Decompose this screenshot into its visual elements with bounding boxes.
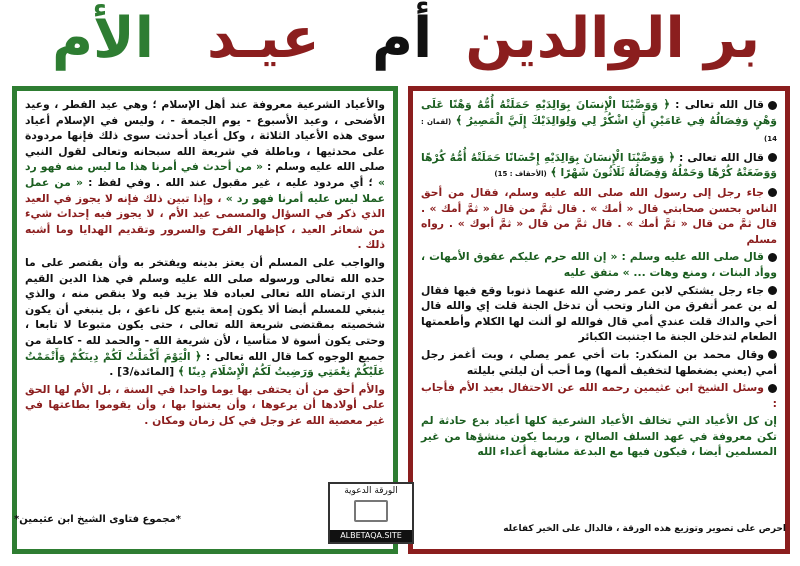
quran-verse-ahqaf: قال الله تعالى : ﴿ وَوَصَّيْنَا الْإِنسَانَ بِوَالِدَيْهِ إِحْسَانًا حَمَلَتْهُ أُمُّهُ كُرْهًا وَوَضَعَتْهُ كُرْهًا وَحَمْلُهُ وَفِصَالُهُ ثَلَاثُونَ شَهْرًا ﴾ (الأحقاف : 15) [421, 150, 777, 180]
title-eid: عيـد [207, 6, 320, 71]
bullet-icon [768, 253, 777, 262]
bullet-icon [768, 350, 777, 359]
fatwa-question: وسئل الشيخ ابن عثيمين رحمه الله عن الاحتفال بعيد الأم فأجاب : [421, 381, 777, 410]
fatwa-answer: إن كل الأعياد التي تخالف الأعياد الشرعية كلها أعياد بدع حادثة لم تكن معروفة في عهد السلف الصالح ، وربما يكون منشؤها من غير المسلمين أيضا ، فيكون فيها مع البدعة مشابهة أعداء الله [421, 414, 777, 459]
page-title [0, 2, 800, 80]
right-panel [408, 86, 790, 554]
bullet-icon [768, 153, 777, 162]
bullet-icon [768, 384, 777, 393]
bullet-icon [768, 101, 777, 110]
distribution-note: احرص على تصوير وتوزيع هذه الورقة ، فالدال على الخير كفاعله [503, 524, 786, 534]
story-ibn-umar: جاء رجل يشتكي لابن عمر رضي الله عنهما ذنوبا وقع فيها فقال له بن عمر أتفرق من النار وتحب أن تدخل الجنة قلت إي والله قال أحي والداك قلت عندي أمي قال فوالله لو ألنت لها الكلام وأطعمتها الطعام لتدخلن الجنة ما اجتنبت الكبائر [421, 283, 777, 344]
hadith-disobedience: قال صلى الله عليه وسلم : « إن الله حرم عليكم عقوق الأمهات ، ووأد البنات ، ومنع وهات ... » متفق عليه [421, 250, 777, 279]
hadith-best-companionship: جاء رجل إلى رسول الله صلى الله عليه وسلم، فقال من أحق الناس بحسن صحابتي قال « أمك » . قال ثمَّ من قال « ثمَّ أمك » . قال ثمَّ من قال « ثمَّ أمك » . قال ثمَّ من قال « ثمَّ أبوك » . رواه مسلم [421, 185, 777, 246]
source-note: *مجموع فتاوى الشيخ ابن عثيمين* [14, 514, 181, 525]
bullet-icon [768, 188, 777, 197]
printer-icon [354, 500, 388, 522]
story-ibn-munkadir: وقال محمد بن المنكدر: بات أخي عمر يصلي ، وبت أغمز رجل أمي (يعني يضغطها لتخفيف ألمها) وما أحب أن ليلتي بليلته [421, 347, 777, 377]
title-birr-alwalidayn: بر الوالدين [465, 6, 760, 71]
paragraph-mother-right: والأم أحق من أن يحتفى بها يوما واحدا في السنة ، بل الأم لها الحق على أولادها أن يرعوها ، وأن يعتنوا بها ، وأن يقوموا بطاعتها في غير معصية الله عز وجل في كل زمان ومكان . [25, 382, 385, 427]
paragraph-muslim-duty: والواجب على المسلم أن يعتز بدينه ويفتخر به وأن يقتصر على ما حده الله تعالى ورسوله صلى الله عليه وسلم في هذا الدين القيم الذي ارتضاه الله تعالى لعباده فلا يزيد فيه ولا ينقص منه ، والذي ينبغي للمسلم أيضا ألا يكون إمعة يتبع كل ناعق ، بل ينبغي أن يكون شخصيته بمقتضى شريعة الله تعالى ، حتى يكون متبوعا لا تابعا ، وحتى يكون أسوة لا متأسيا ، لأن شريعة الله - والحمد لله - كاملة من جميع الوجوه كما قال الله تعالى : ﴿ الْيَوْمَ أَكْمَلْتُ لَكُمْ دِينَكُمْ وَأَتْمَمْتُ عَلَيْكُمْ نِعْمَتِي وَرَضِيتُ لَكُمُ الْإِسْلَامَ دِينًا ﴾ [المائدة/3] . [25, 255, 385, 379]
title-or: أم [372, 6, 433, 71]
albetaqa-logo [328, 482, 414, 544]
title-mother: الأم [52, 6, 154, 71]
paragraph-legal-eids: والأعياد الشرعية معروفة عند أهل الإسلام ؛ وهي عيد الفطر ، وعيد الأضحى ، وعيد الأسبوع - يوم الجمعة - ، وليس في الإسلام أعياد سوى هذه الأعياد الثلاثة ، وكل أعياد أحدثت سوى ذلك فإنها مردودة على محدثيها ، وباطلة في شريعة الله سبحانه وتعالى لقول النبي صلى الله عليه وسلم : « من أحدث في أمرنا هذا ما ليس منه فهو رد » ؛ أي مردود عليه ، غير مقبول عند الله . وفي لفظ : « من عمل عملا ليس عليه أمرنا فهو رد » ، وإذا تبين ذلك فإنه لا يجوز في العيد الذي ذكر في السؤال والمسمى عيد الأم ، لا يجوز فيه إحداث شيء من شعائر العيد ، كإظهار الفرح والسرور وتقديم الهدايا وما أشبه ذلك . [25, 98, 385, 252]
logo-top-text: الورقة الدعوية [344, 486, 398, 496]
quran-verse-luqman: قال الله تعالى : ﴿ وَوَصَّيْنَا الْإِنسَانَ بِوَالِدَيْهِ حَمَلَتْهُ أُمُّهُ وَهْنًا عَلَى وَهْنٍ وَفِصَالُهُ فِي عَامَيْنِ أَنِ اشْكُرْ لِي وَلِوَالِدَيْكَ إِلَيَّ الْمَصِيرُ ﴾ (لقمان : 14) [421, 98, 777, 144]
bullet-icon [768, 286, 777, 295]
logo-site-text: ALBETAQA.SITE [330, 530, 412, 542]
